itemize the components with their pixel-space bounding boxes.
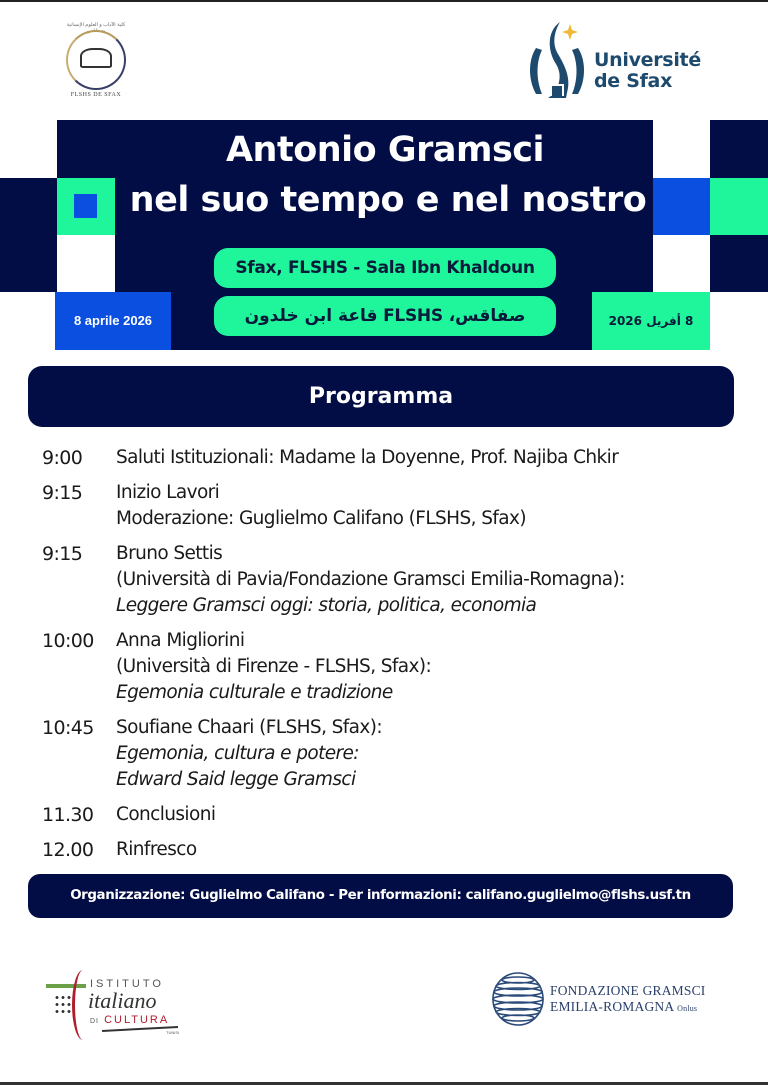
universite-line: Université [594,49,701,71]
program-talk-title: Leggere Gramsci oggi: storia, politica, economia [116,595,537,616]
program-line: (Università di Firenze - FLSHS, Sfax): [116,656,432,677]
program-line: Rinfresco [116,839,197,860]
program-time: 10:45 [42,717,94,739]
program-item [42,480,732,532]
program-time: 11.30 [42,804,94,826]
event-title: Antonio Gramsci [225,130,545,170]
program-talk-title: Edward Said legge Gramsci [116,769,356,790]
book-icon [80,48,112,68]
program-line: Inizio Lavori [116,482,220,503]
banner-right-white-block [653,235,710,292]
top-border [0,0,768,2]
flshs-logo-caption: FLSHS DE SFAX [70,92,122,98]
program-time: 10:00 [42,630,94,652]
program-description [116,837,732,863]
program-time: 9:15 [42,482,83,504]
program-description [116,628,732,706]
program-heading: Programma [28,366,734,427]
program-talk-title: Egemonia, cultura e potere: [116,743,359,764]
square-icon [74,194,97,218]
program-item [42,628,732,706]
program-item [42,802,732,828]
iic-line-italiano: italiano [88,988,157,1013]
iic-city: TUNISI [166,1030,180,1035]
program-line: (Università di Pavia/Fondazione Gramsci Emilia-Romagna): [116,569,625,590]
program-line: Bruno Settis [116,543,223,564]
program-description [116,480,732,532]
banner-right-green-block [710,178,768,235]
flshs-logo [58,22,134,102]
fg-line-2 [550,999,697,1015]
program-time: 12.00 [42,839,94,861]
flshs-logo-arabic-text: كلية الآداب و العلوم الإنسانية بصفاقس [66,22,126,34]
program-description [116,541,732,619]
program-line: Conclusioni [116,804,216,825]
fg-line-1: FONDAZIONE GRAMSCI [550,983,706,998]
iic-di: DI [90,1018,99,1025]
program-item [42,837,732,863]
venue-arabic: صفاقس، FLSHS قاعة ابن خلدون [214,296,556,336]
universite-de-sfax-name [594,50,701,92]
program-item [42,445,732,471]
fondazione-gramsci-logo [490,970,720,1030]
program-description [116,715,732,793]
fg-onlus: Onlus [677,1004,698,1013]
de-sfax-line: de Sfax [594,70,673,92]
program-time: 9:15 [42,543,83,565]
organization-contact-bar: Organizzazione: Guglielmo Califano - Per informazioni: califano.guglielmo@flshs.usf.tn [28,874,733,918]
venue-italian: Sfax, FLSHS - Sala Ibn Khaldoun [214,248,556,288]
program-time: 9:00 [42,447,83,469]
program-line: Soufiane Chaari (FLSHS, Sfax): [116,717,383,738]
program-line: Anna Migliorini [116,630,245,651]
banner-right-navy-block [710,235,768,292]
date-italian: 8 aprile 2026 [55,292,171,350]
iic-line-cultura [90,1014,169,1026]
program-description [116,802,732,828]
dot-grid-icon [54,994,74,1016]
date-arabic: 8 أفريل 2026 [592,292,710,350]
iic-line-istituto: ISTITUTO [90,978,164,990]
program-line: Saluti Istituzionali: Madame la Doyenne, Prof. Najiba Chkir [116,447,619,468]
universite-de-sfax-logo [526,18,716,102]
universite-sfax-emblem-icon [526,18,592,102]
banner-left-navy-block [0,178,57,292]
program-list [42,445,732,872]
event-subtitle: nel suo tempo e nel nostro [129,180,647,220]
istituto-italiano-di-cultura-logo [46,966,186,1042]
program-line: Moderazione: Guglielmo Califano (FLSHS, Sfax) [116,508,526,529]
banner-left-white-block [57,235,115,292]
program-item [42,541,732,619]
banner-right-blue-block [653,178,710,235]
globe-icon [490,970,546,1028]
banner-right-white-top [653,120,710,178]
program-talk-title: Egemonia culturale e tradizione [116,682,393,703]
program-item [42,715,732,793]
fg-emilia-romagna: EMILIA-ROMAGNA [550,999,674,1014]
banner-right-navy-top [710,120,768,178]
iic-cultura: CULTURA [104,1014,170,1026]
program-description [116,445,732,471]
